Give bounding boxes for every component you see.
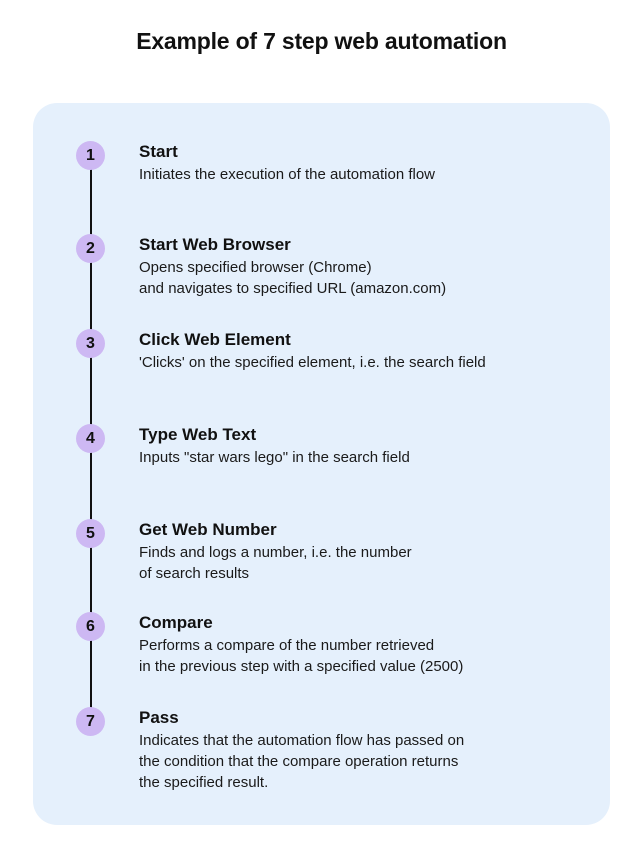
step-description-line: 'Clicks' on the specified element, i.e. the search field (139, 354, 486, 371)
step-description-line: of search results (139, 565, 250, 582)
step-number-badge: 5 (76, 519, 105, 548)
step-number-badge: 2 (76, 234, 105, 263)
step-description-line: the specified result. (139, 774, 269, 791)
step-number-badge: 4 (76, 424, 105, 453)
step-number-badge: 6 (76, 612, 105, 641)
step-description (139, 447, 599, 468)
step-description-line: and navigates to specified URL (amazon.com) (139, 280, 447, 297)
step-title: Compare (139, 613, 213, 632)
step-description-line: Inputs "star wars lego" in the search field (139, 449, 410, 466)
step-description-line: Finds and logs a number, i.e. the number (139, 544, 412, 561)
step-description-line: Indicates that the automation flow has passed on (139, 732, 465, 749)
step-description-line: in the previous step with a specified value (2500) (139, 658, 464, 675)
step-title: Start Web Browser (139, 235, 291, 254)
step-title: Click Web Element (139, 330, 291, 349)
step-description-line: Initiates the execution of the automation flow (139, 166, 436, 183)
step-description-line: Performs a compare of the number retrieved (139, 637, 435, 654)
step-description (139, 164, 599, 185)
step-title: Type Web Text (139, 425, 257, 444)
step-number-badge: 3 (76, 329, 105, 358)
step-description-line: the condition that the compare operation returns (139, 753, 459, 770)
step-description (139, 635, 599, 677)
step-title: Start (139, 142, 178, 161)
step-description (139, 542, 599, 584)
step-description (139, 730, 599, 793)
page-title: Example of 7 step web automation (136, 28, 507, 54)
step-number-badge: 7 (76, 707, 105, 736)
step-description (139, 352, 599, 373)
step-title: Pass (139, 708, 179, 727)
step-description (139, 257, 599, 299)
step-title: Get Web Number (139, 520, 277, 539)
step-number-badge: 1 (76, 141, 105, 170)
step-description-line: Opens specified browser (Chrome) (139, 259, 372, 276)
